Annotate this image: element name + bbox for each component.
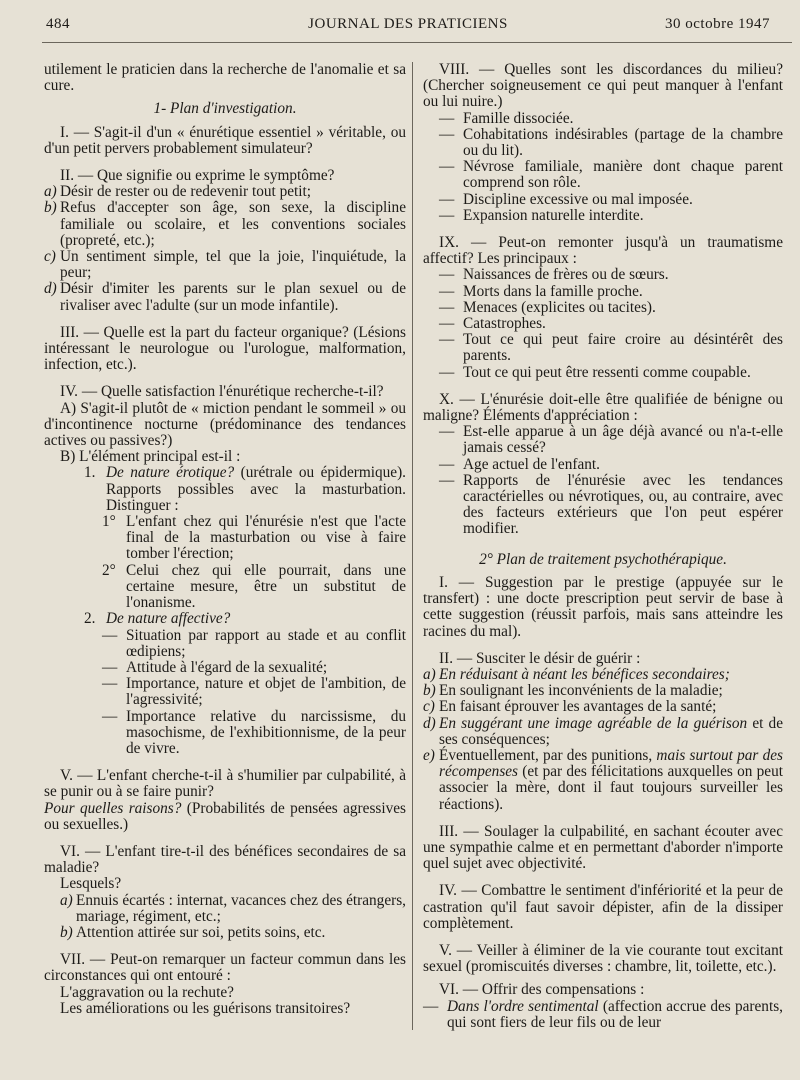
question-7: VII. — Peut-on remarquer un facteur commun dans les circonstances qui ont entouré :	[44, 951, 406, 985]
list-item: — Est-elle apparue à un âge déjà avancé ou n'a-t-elle jamais cessé?	[439, 423, 783, 457]
treatment-6: VI. — Offrir des compensations :	[439, 981, 645, 999]
list-item: a) En réduisant à néant les bénéfices secondaires;	[423, 665, 730, 683]
page-number: 484	[46, 16, 70, 32]
right-column	[423, 62, 783, 1031]
question-4-a: A) S'agit-il plutôt de « miction pendant le sommeil » ou d'incontinence nocturne (prédominance des tendances actives ou passives?)	[44, 399, 406, 450]
list-item: — Discipline excessive ou mal imposée.	[439, 190, 693, 208]
list-item: 1° L'enfant chez qui l'énurésie n'est que l'acte final de la masturbation ou vise à faire tomber l'érection;	[102, 513, 406, 563]
list-item: 2° Celui chez qui elle pourrait, dans une certaine mesure, être un substitut de l'onanisme.	[102, 561, 406, 612]
journal-title: JOURNAL DES PRATICIENS	[308, 16, 508, 32]
question-6-lesquels: Lesquels?	[60, 875, 122, 893]
list-item: — Dans l'ordre sentimental (affection accrue des parents, qui sont fiers de leur fils ou de leur	[423, 997, 783, 1031]
section-heading-treatment: 2° Plan de traitement psychothérapique.	[479, 550, 727, 568]
list-item: — Cohabitations indésirables (partage de la chambre ou du lit).	[439, 125, 783, 160]
question-8: VIII. — Quelles sont les discordances du milieu? (Chercher soigneusement ce qui peut manquer à l'enfant ou lui nuire.)	[423, 61, 783, 111]
question-10: X. — L'énurésie doit-elle être qualifiée de bénigne ou maligne? Éléments d'appréciation :	[423, 390, 783, 425]
question-7-line-1: L'aggravation ou la rechute?	[60, 983, 234, 1001]
header-rule	[42, 42, 792, 43]
question-7-line-2: Les améliorations ou les guérisons transitoires?	[60, 999, 351, 1017]
list-item: — Expansion naturelle interdite.	[439, 206, 644, 224]
list-item: a) Désir de rester ou de redevenir tout petit;	[44, 183, 312, 201]
continuation-paragraph: utilement le praticien dans la recherche de l'anomalie et sa cure.	[44, 61, 406, 95]
list-item: b) En soulignant les inconvénients de la maladie;	[423, 682, 723, 700]
question-5: V. — L'enfant cherche-t-il à s'humilier par culpabilité, à se punir ou à se faire punir?	[44, 767, 406, 801]
section-heading-investigation: 1- Plan d'investigation.	[153, 100, 297, 118]
treatment-1: I. — Suggestion par le prestige (appuyée sur le transfert) : une docte prescription peut servir de base à cette suggestion (réussit parfois, mais sans atteindre les racines du mal).	[423, 573, 783, 640]
question-4: IV. — Quelle satisfaction l'énurétique recherche-t-il?	[60, 383, 384, 401]
list-item: — Menaces (explicites ou tacites).	[439, 298, 656, 316]
list-item: — Importance relative du narcissisme, du masochisme, de l'exhibitionnisme, de la peur de vivre.	[102, 707, 406, 757]
list-item: — Naissances de frères ou de sœurs.	[439, 266, 669, 284]
question-5-follow: Pour quelles raisons? (Probabilités de pensées agressives ou sexuelles.)	[44, 799, 406, 833]
list-item: c) En faisant éprouver les avantages de la santé;	[423, 698, 717, 716]
list-item: — Tout ce qui peut être ressenti comme coupable.	[439, 363, 751, 381]
list-item: — Situation par rapport au stade et au conflit œdipiens;	[102, 626, 406, 660]
list-item: — Famille dissociée.	[439, 109, 574, 127]
issue-date: 30 octobre 1947	[665, 16, 770, 32]
question-6: VI. — L'enfant tire-t-il des bénéfices secondaires de sa maladie?	[44, 842, 406, 877]
left-column	[44, 62, 406, 1017]
list-item: b) Refus d'accepter son âge, son sexe, la discipline familiale ou scolaire, et les conventions sociales (propreté, etc.);	[44, 199, 406, 249]
list-item: — Age actuel de l'enfant.	[439, 455, 600, 473]
page-header	[46, 16, 770, 38]
list-item: e) Éventuellement, par des punitions, mais surtout par des récompenses (et par des félicitations auxquelles on peut associer la mère, dont il faut toujours surveiller les réactions).	[423, 746, 783, 813]
list-item: — Morts dans la famille proche.	[439, 282, 643, 300]
question-1: I. — S'agit-il d'un « énurétique essentiel » véritable, ou d'un petit pervers probablement simulateur?	[44, 123, 406, 157]
list-item: — Catastrophes.	[439, 315, 546, 333]
list-item: 1. De nature érotique? (urétrale ou épidermique). Rapports possibles avec la masturbation. Distinguer :	[84, 464, 406, 514]
treatment-4: IV. — Combattre le sentiment d'infériorité et la peur de castration qu'il faut savoir dépister, afin de la dissiper complètement.	[423, 882, 783, 932]
treatment-3: III. — Soulager la culpabilité, en sachant écouter avec une sympathie calme et en permettant d'aborder n'importe quel sujet avec objectivité.	[423, 822, 783, 873]
list-item: — Importance, nature et objet de l'ambition, de l'agressivité;	[102, 675, 406, 709]
list-item: — Rapports de l'énurésie avec les tendances caractérielles ou névrotiques, ou, au contraire, avec des facteurs extérieurs que l'on peut espérer modifier.	[439, 471, 783, 538]
question-2: II. — Que signifie ou exprime le symptôme?	[60, 167, 335, 185]
question-4-b: B) L'élément principal est-il :	[60, 448, 241, 466]
list-item: b) Attention attirée sur soi, petits soins, etc.	[60, 923, 326, 941]
list-item: — Attitude à l'égard de la sexualité;	[102, 658, 328, 676]
list-item: d) Désir d'imiter les parents sur le plan sexuel ou de rivaliser avec l'adulte (sur un mode infantile).	[44, 280, 406, 314]
list-item: — Tout ce qui peut faire croire au désintérêt des parents.	[439, 331, 783, 365]
question-3: III. — Quelle est la part du facteur organique? (Lésions intéressant le neurologue ou l'urologue, malformation, infection, etc.).	[44, 323, 406, 374]
list-item: — Névrose familiale, manière dont chaque parent comprend son rôle.	[439, 158, 783, 192]
list-item: 2. De nature affective?	[84, 610, 231, 628]
question-9: IX. — Peut-on remonter jusqu'à un traumatisme affectif? Les principaux :	[423, 234, 783, 268]
list-item: a) Ennuis écartés : internat, vacances chez des étrangers, mariage, régiment, etc.;	[60, 891, 406, 925]
list-item: d) En suggérant une image agréable de la guérison et de ses conséquences;	[423, 714, 783, 748]
list-item: c) Un sentiment simple, tel que la joie, l'inquiétude, la peur;	[44, 248, 406, 282]
treatment-5: V. — Veiller à éliminer de la vie courante tout excitant sexuel (promiscuités diverses : chambre, lit, toilette, etc.).	[423, 941, 783, 976]
treatment-2: II. — Susciter le désir de guérir :	[439, 649, 641, 667]
column-divider	[412, 62, 413, 1030]
